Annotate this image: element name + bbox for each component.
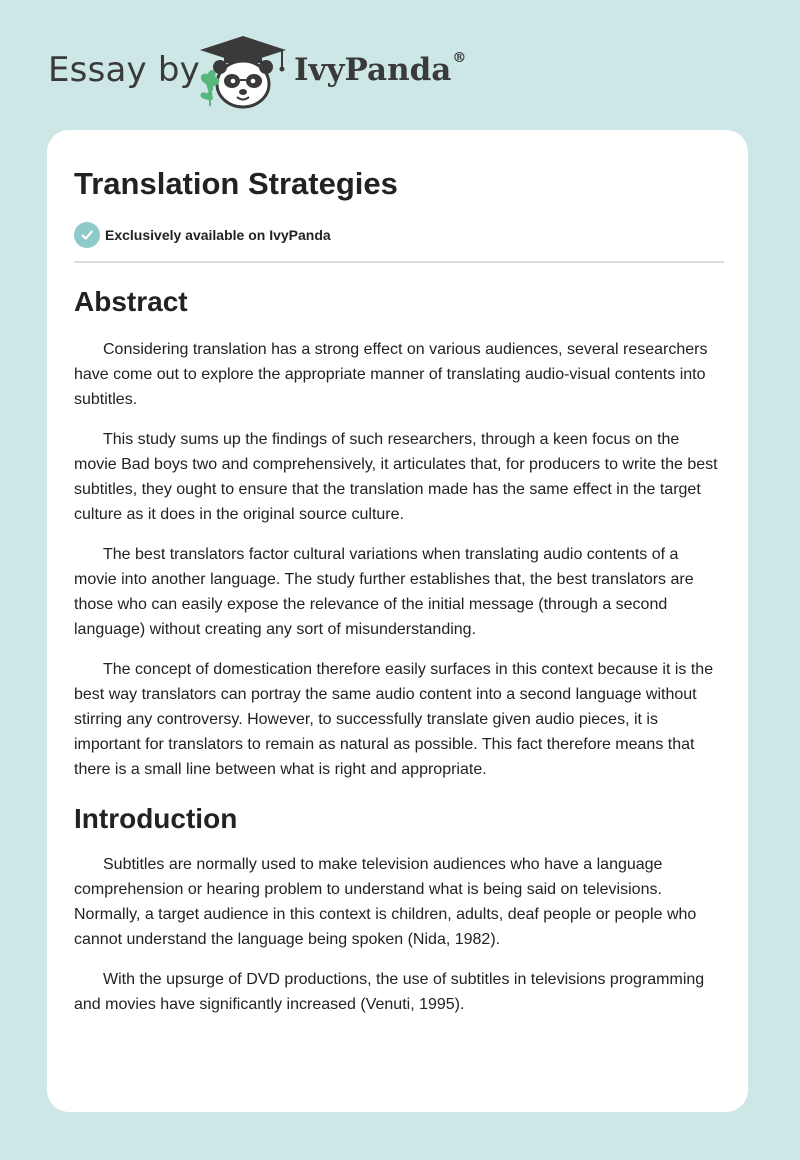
check-icon	[74, 222, 100, 248]
registered-mark: ®	[452, 50, 467, 66]
paragraph: Considering translation has a strong effect on various audiences, several researchers have come out to explore the appropriate manner of translating audio-visual contents into subtitles.	[74, 341, 708, 408]
section-heading-introduction: Introduction	[74, 803, 238, 834]
paragraph: The best translators factor cultural variations when translating audio contents of a movie into another language. The study further establishes that, the best translators are those who can easily expose the relevance of the initial message (through a second language) without creating any sort of misunderstanding.	[74, 546, 694, 638]
paragraph: This study sums up the findings of such researchers, through a keen focus on the movie Bad boys two and comprehensively, it articulates that, for producers to write the best subtitles, they ought to ensure that the translation made has the same effect in the target culture as it does in the original source culture.	[74, 431, 718, 523]
essay-body	[74, 280, 724, 1032]
paragraph: With the upsurge of DVD productions, the use of subtitles in televisions programming and movies have significantly increased (Venuti, 1995).	[74, 971, 705, 1013]
page-title: Translation Strategies	[74, 166, 398, 201]
exclusive-badge	[74, 222, 331, 248]
brand-name[interactable]	[294, 52, 466, 88]
exclusive-badge-label: Exclusively available on IvyPanda	[105, 227, 331, 243]
divider	[74, 261, 724, 263]
brand-text: IvyPanda	[294, 52, 452, 88]
ivypanda-logo-icon[interactable]	[198, 34, 288, 110]
section-heading-abstract: Abstract	[74, 286, 188, 317]
essay-by-label: Essay by	[48, 50, 200, 90]
essay-card	[47, 130, 748, 1112]
paragraph: The concept of domestication therefore easily surfaces in this context because it is the best way translators can portray the same audio content into a second language without stirring any controversy. However, to successfully translate given audio pieces, it is important for translators to remain as natural as possible. This fact therefore means that there is a small line between what is right and appropriate.	[74, 661, 714, 778]
paragraph: Subtitles are normally used to make television audiences who have a language comprehension or hearing problem to understand what is being said on televisions. Normally, a target audience in this context is children, adults, deaf people or people who cannot understand the language being spoken (Nida, 1982).	[74, 856, 697, 948]
site-header	[0, 0, 800, 130]
